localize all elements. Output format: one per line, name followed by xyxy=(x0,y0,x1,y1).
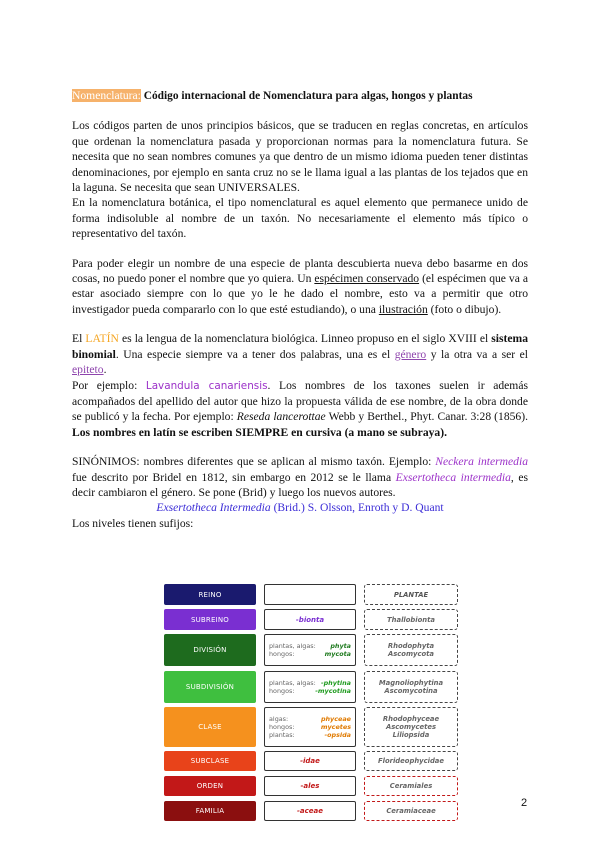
synonym-exsertotheca: Exsertotheca intermedia xyxy=(395,470,511,484)
example-reino: PLANTAE xyxy=(364,584,458,605)
heading-title: Código internacional de Nomenclatura para algas, hongos y plantas xyxy=(140,90,473,102)
synonym-neckera: Neckera intermedia xyxy=(435,455,528,469)
rank-familia: FAMILIA xyxy=(164,801,256,821)
example-subclase: Florideophycidae xyxy=(364,751,458,771)
suffix-familia: -aceae xyxy=(264,801,356,821)
example-division: Rhodophyta Ascomycota xyxy=(364,634,458,666)
rank-subreino: SUBREINO xyxy=(164,609,256,630)
paragraph-codes: Los códigos parten de unos principios básicos, que se traducen en reglas concretas, en artículos que ordenan la nomenclatura pasada y proporcionan normas para la nomenclatura futura. Se necesita que no sean nombres comunes ya que dentro de un mismo idioma pueden tener distintas denominaciones, por ejemplo en santa cruz no se le llama igual a las plantas de los tejados que en la laguna. Se necesita que sean UNIVERSALES. xyxy=(72,119,528,195)
example-clase: Rhodophyceae Ascomycetes Liliopsida xyxy=(364,707,458,747)
rank-division: DIVISIÓN xyxy=(164,634,256,666)
paragraph-specimen: Para poder elegir un nombre de una especie de planta descubierta nueva debo basarme en dos cosas, no puedo poner el nombre que yo quiera. Un espécimen conservado (el espécimen que va a estar asociado siempre con lo que yo le he dado el nombre, esto va a permitir que otro investigador pueda compararlo con lo que esté estudiando), o una ilustración (foto o dibujo). xyxy=(72,256,528,316)
example-orden: Ceramiales xyxy=(364,776,458,796)
binomial-term: sistema binomial xyxy=(72,332,528,361)
paragraph-type: En la nomenclatura botánica, el tipo nomenclatural es aquel elemento que permanece unido de forma indisoluble al nombre de un taxón. No necesariamente el elemento más típico o representativo del taxón. xyxy=(72,196,528,241)
rank-subdivision: SUBDIVISIÓN xyxy=(164,671,256,703)
suffix-clase: algas: phyceae hongos: mycetes plantas: -opsida xyxy=(264,707,356,747)
species-lavandula: Lavandula canariensis xyxy=(145,379,268,392)
suffix-table xyxy=(164,584,460,824)
species-reseda: Reseda lancerottae xyxy=(236,410,326,424)
suffix-reino xyxy=(264,584,356,605)
suffix-subreino: -bionta xyxy=(264,609,356,630)
page-number: 2 xyxy=(521,797,528,809)
rank-reino: REINO xyxy=(164,584,256,605)
suffix-subclase: -idae xyxy=(264,751,356,771)
heading-tag: Nomenclatura: xyxy=(72,89,141,102)
underlined-specimen: espécimen conservado xyxy=(314,272,420,286)
italic-rule: Los nombres en latín se escriben SIEMPRE en cursiva (a mano se subraya). xyxy=(72,425,447,439)
epiteto-term: epiteto xyxy=(72,363,104,377)
latin-word: LATÍN xyxy=(85,332,119,346)
example-subreino: Thallobionta xyxy=(364,609,458,630)
paragraph-example: Por ejemplo: Lavandula canariensis. Los nombres de los taxones suelen ir además acompañados del apellido del autor que hizo la propuesta válida de ese nombre, de la obra donde se publicó y la fecha. Por ejemplo: Reseda lancerottae Webb y Berthel., Phyt. Canar. 3:28 (1856). Los nombres en latín se escriben SIEMPRE en cursiva (a mano se subraya). xyxy=(72,378,528,439)
example-subdivision: Magnoliophytina Ascomycotina xyxy=(364,671,458,703)
paragraph-latin: El LATÍN es la lengua de la nomenclatura biológica. Linneo propuso en el siglo XVIII el sistema binomial. Una especie siempre va a tener dos palabras, una es el género y la otra va a ser el epiteto. xyxy=(72,332,529,377)
document-body xyxy=(72,88,528,531)
paragraph-synonyms: SINÓNIMOS: nombres diferentes que se aplican al mismo taxón. Ejemplo: Neckera intermedia fue descrito por Bridel en 1812, sin embargo en 2012 se le llama Exsertotheca intermedia, es decir cambiaron el género. Se pone (Brid) y luego los nuevos autores. xyxy=(72,455,528,499)
suffix-division: plantas, algas: phyta hongos: mycota xyxy=(264,634,356,666)
rank-orden: ORDEN xyxy=(164,776,256,796)
suffix-orden: -ales xyxy=(264,776,356,796)
heading xyxy=(72,88,528,104)
suffix-subdivision: plantas, algas: -phytina hongos: -mycotina xyxy=(264,671,356,703)
full-name-line: Exsertotheca Intermedia (Brid.) S. Olsson, Enroth y D. Quant xyxy=(156,501,444,515)
example-familia: Ceramiaceae xyxy=(364,801,458,821)
levels-intro: Los niveles tienen sufijos: xyxy=(72,516,194,530)
rank-subclase: SUBCLASE xyxy=(164,751,256,771)
underlined-illustration: ilustración xyxy=(378,302,428,316)
rank-clase: CLASE xyxy=(164,707,256,747)
genero-term: género xyxy=(394,347,427,361)
